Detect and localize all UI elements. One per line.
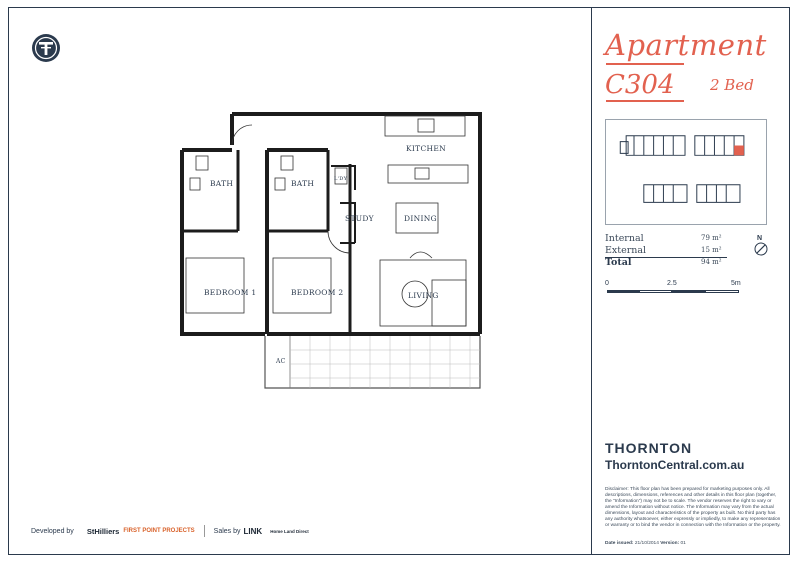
thornton-logo-icon — [31, 33, 61, 63]
room-kitchen: KITCHEN — [406, 144, 446, 153]
north-arrow-icon — [752, 232, 770, 258]
footer-divider — [204, 525, 205, 537]
footer — [31, 524, 309, 538]
apartment-title: Apartment — [605, 28, 767, 62]
compass-label: N — [757, 235, 763, 242]
developed-by-label: Developed by — [31, 527, 74, 535]
sthilliers-logo: StHilliers — [86, 526, 120, 536]
area-row-internal: Internal 79 m² — [605, 233, 722, 244]
brand-website[interactable]: ThorntonCentral.com.au — [605, 458, 745, 472]
sales-by-label: Sales by — [213, 527, 241, 535]
number-underline — [606, 100, 684, 102]
apartment-number: C304 — [605, 70, 675, 100]
scale-tick-1: 2.5 — [667, 280, 677, 287]
title-underline — [606, 63, 684, 65]
key-plan — [605, 119, 767, 225]
sidebar-divider — [591, 7, 592, 555]
floor-plan — [170, 108, 490, 398]
issue-info: Date issued: 21/10/2014 Version: 01 — [605, 541, 686, 546]
room-bath-1: BATH — [210, 179, 234, 188]
area-table — [605, 233, 745, 269]
disclaimer-text: Disclaimer: This floor plan has been prepared for marketing purposes only. All descriptions, dimensions, references and other details in this floor plan (together, the "Information") may not be to scale. The vendor reserves the right to vary or amend the Information without notice. The Information may vary from the actual dimensions, layout and characteristics of the property as built. No third party has any authority whatsoever, either expressly or impliedly, to make any representation or warranty or to bind the vendor in connection with the Information or the property. — [605, 487, 781, 528]
room-study: STUDY — [345, 214, 374, 223]
room-ac: AC — [276, 358, 286, 365]
room-laundry: L'DY — [334, 176, 348, 182]
home-land-direct-logo: Home Land Direct — [270, 528, 309, 534]
scale-tick-2: 5m — [731, 280, 741, 287]
apartment-highlight — [734, 146, 744, 156]
area-row-total: Total 94 m² — [605, 257, 722, 268]
room-living: LIVING — [408, 291, 439, 300]
room-bedroom-1: BEDROOM 1 — [204, 288, 257, 297]
bed-count: 2 Bed — [710, 76, 754, 94]
area-row-external: External 15 m² — [605, 245, 722, 256]
first-point-logo: FIRST POINT PROJECTS — [123, 528, 195, 534]
room-bedroom-2: BEDROOM 2 — [291, 288, 344, 297]
room-bath-2: BATH — [291, 179, 315, 188]
scale-tick-0: 0 — [605, 280, 609, 287]
scale-bar — [605, 280, 745, 300]
link-logo: LINK — [243, 526, 263, 536]
brand-name: THORNTON — [605, 440, 693, 456]
room-dining: DINING — [404, 214, 437, 223]
